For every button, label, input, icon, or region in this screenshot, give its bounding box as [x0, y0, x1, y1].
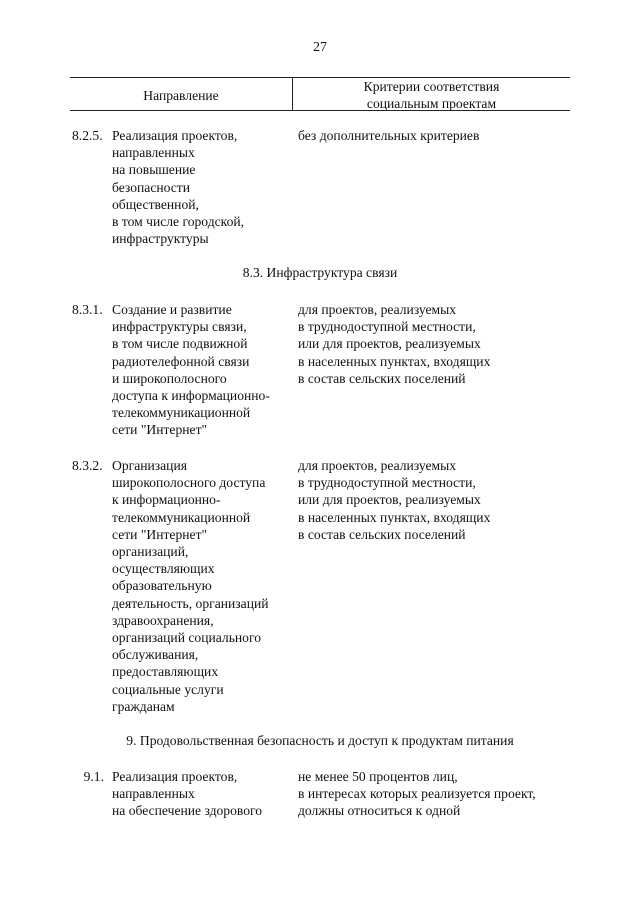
- criteria-line: в населенных пунктах, входящих: [298, 353, 491, 369]
- direction-line: гражданам: [112, 698, 175, 714]
- row-direction: [112, 457, 292, 715]
- header-criteria: [293, 78, 570, 112]
- row-number: 8.2.5.: [72, 128, 103, 143]
- direction-line: социальные услуги: [112, 681, 224, 697]
- direction-line: сети "Интернет": [112, 526, 208, 542]
- direction-line: в том числе городской,: [112, 214, 245, 230]
- section-heading-9: 9. Продовольственная безопасность и доступ к продуктам питания: [126, 733, 514, 748]
- direction-line: направленных: [112, 145, 195, 161]
- criteria-line: в состав сельских поселений: [298, 526, 466, 542]
- direction-line: на повышение: [112, 162, 196, 178]
- direction-line: телекоммуникационной: [112, 509, 251, 525]
- row-direction: [112, 301, 292, 439]
- direction-line: в том числе подвижной: [112, 336, 248, 352]
- direction-line: направленных: [112, 786, 195, 802]
- direction-line: организаций социального: [112, 630, 262, 646]
- direction-line: Реализация проектов,: [112, 128, 238, 143]
- direction-line: доступа к информационно-: [112, 388, 270, 404]
- direction-line: на обеспечение здорового: [112, 803, 263, 819]
- row-number: 9.1.: [83, 769, 104, 784]
- criteria-line: или для проектов, реализуемых: [298, 336, 481, 352]
- criteria-line: для проектов, реализуемых: [298, 458, 457, 473]
- row-direction: [112, 768, 292, 820]
- criteria-line: в состав сельских поселений: [298, 370, 466, 386]
- direction-line: предоставляющих: [112, 664, 219, 680]
- direction-line: к информационно-: [112, 492, 221, 508]
- criteria-line: в труднодоступной местности,: [298, 475, 476, 491]
- direction-line: инфраструктуры связи,: [112, 319, 247, 335]
- direction-line: Организация: [112, 458, 187, 473]
- row-criteria: [298, 301, 578, 387]
- header-bottom-rule: [70, 110, 570, 111]
- row-criteria: [298, 457, 578, 543]
- criteria-line: должны относиться к одной: [298, 803, 461, 819]
- direction-line: сети "Интернет": [112, 422, 208, 438]
- direction-line: телекоммуникационной: [112, 405, 251, 421]
- row-number: 8.3.1.: [72, 302, 103, 317]
- direction-line: здравоохранения,: [112, 612, 214, 628]
- header-criteria-line: Критерии соответствия: [363, 79, 500, 94]
- direction-line: Создание и развитие: [112, 302, 232, 317]
- row-criteria: [298, 127, 578, 144]
- criteria-line: в труднодоступной местности,: [298, 319, 476, 335]
- row-criteria: [298, 768, 578, 820]
- row-direction: [112, 127, 292, 247]
- direction-line: образовательную: [112, 578, 212, 594]
- page-number: 27: [313, 40, 327, 55]
- direction-line: и широкополосного: [112, 370, 227, 386]
- direction-line: радиотелефонной связи: [112, 353, 250, 369]
- direction-line: организаций,: [112, 544, 189, 560]
- direction-line: безопасности: [112, 179, 191, 195]
- criteria-line: для проектов, реализуемых: [298, 302, 457, 317]
- direction-line: Реализация проектов,: [112, 769, 238, 784]
- direction-line: инфраструктуры: [112, 231, 209, 247]
- header-criteria-line: социальным проектам: [366, 96, 497, 111]
- criteria-line: без дополнительных критериев: [298, 128, 480, 143]
- criteria-line: в интересах которых реализуется проект,: [298, 786, 536, 802]
- header-direction: Направление: [143, 88, 219, 103]
- direction-line: общественной,: [112, 196, 199, 212]
- row-number: 8.3.2.: [72, 458, 103, 473]
- direction-line: широкополосного доступа: [112, 475, 266, 491]
- criteria-line: или для проектов, реализуемых: [298, 492, 481, 508]
- direction-line: осуществляющих: [112, 561, 215, 577]
- criteria-line: не менее 50 процентов лиц,: [298, 769, 458, 784]
- direction-line: деятельность, организаций: [112, 595, 269, 611]
- criteria-line: в населенных пунктах, входящих: [298, 509, 491, 525]
- section-heading-8-3: 8.3. Инфраструктура связи: [242, 265, 398, 280]
- direction-line: обслуживания,: [112, 647, 199, 663]
